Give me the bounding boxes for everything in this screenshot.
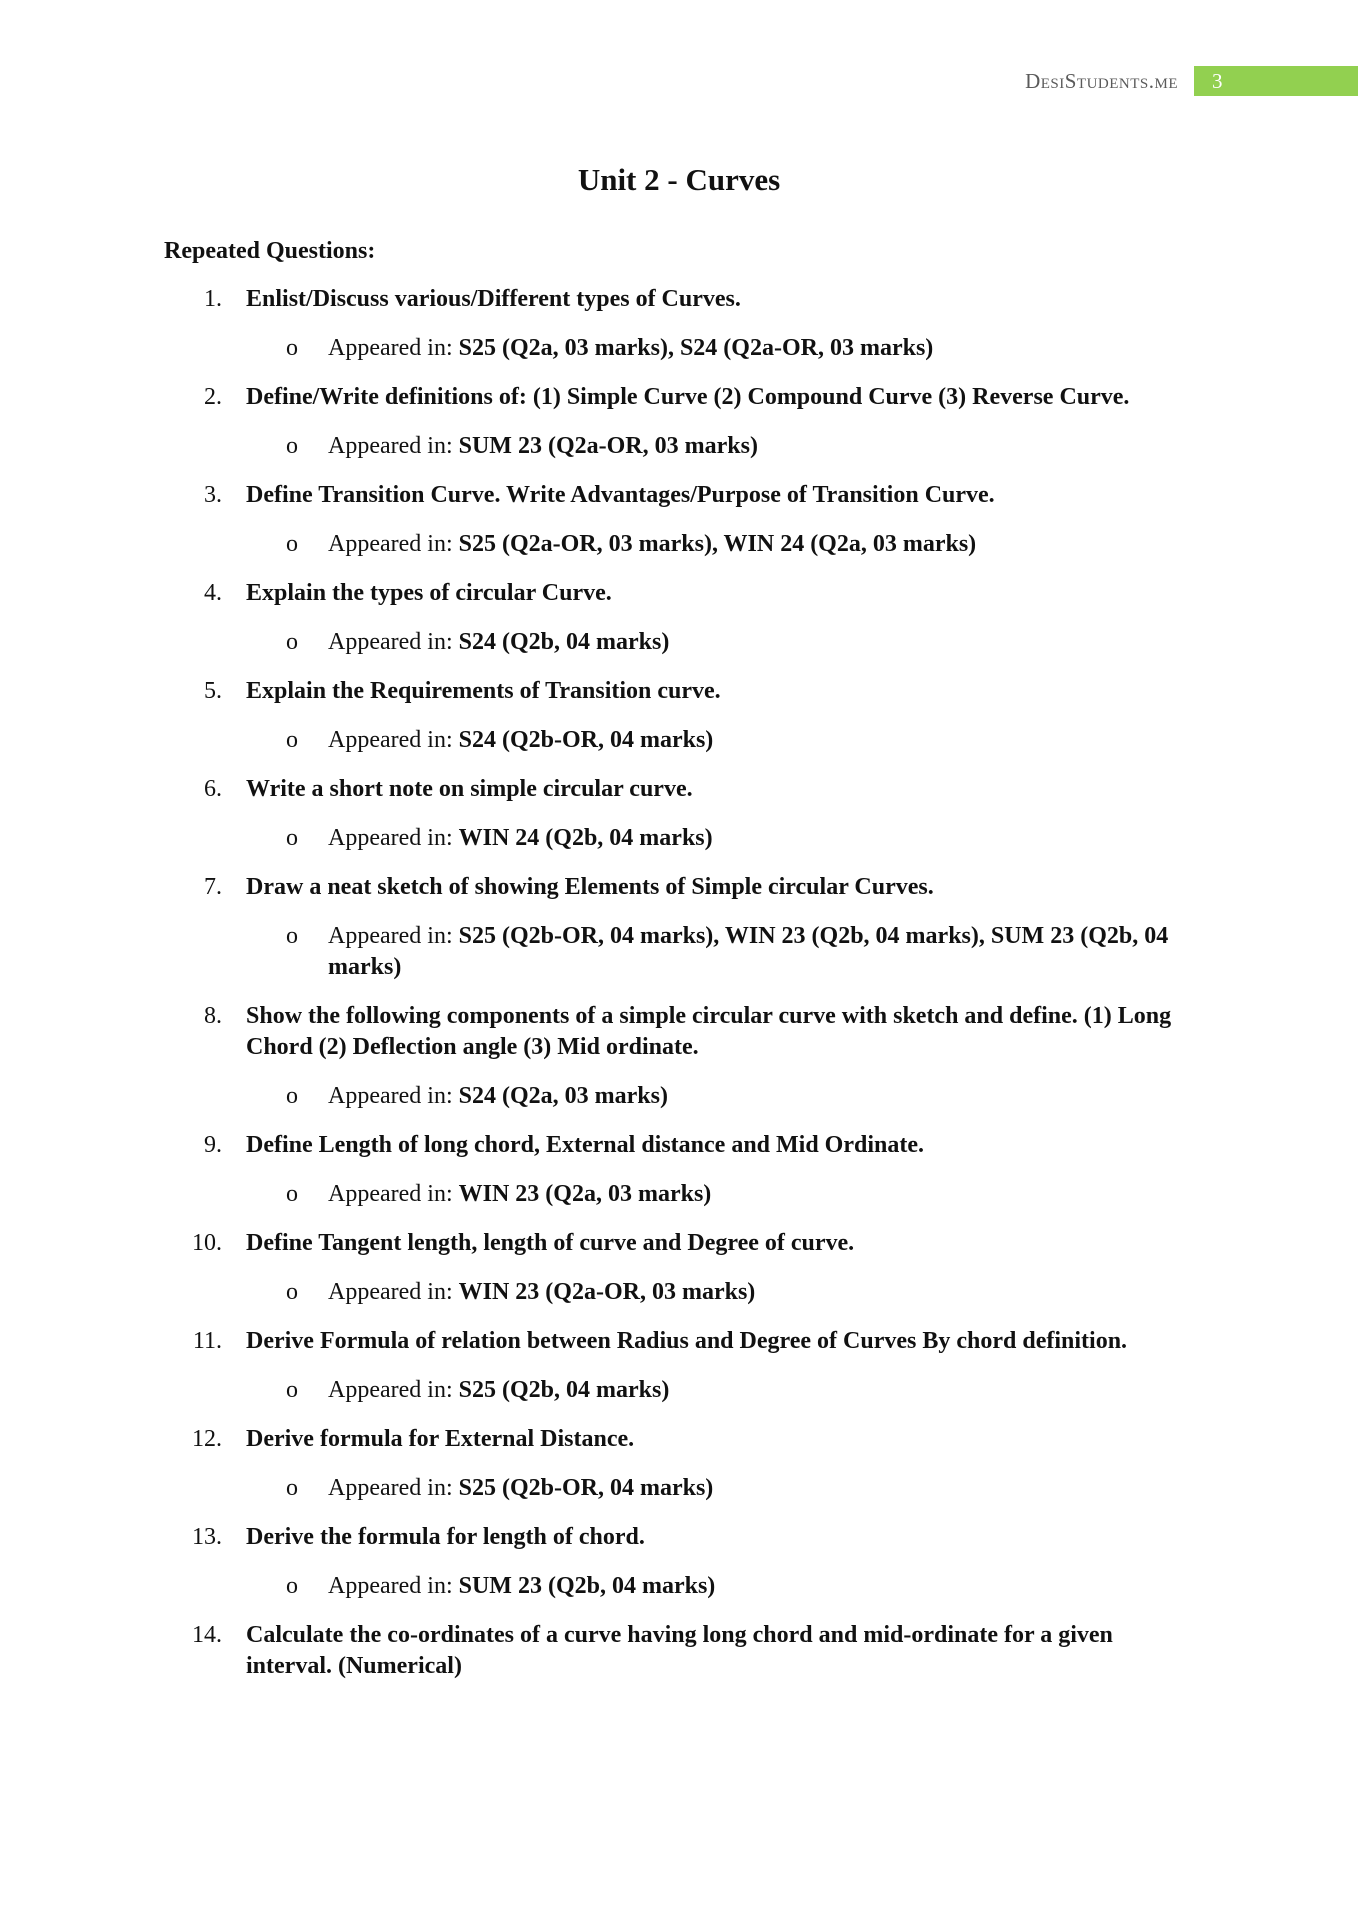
appeared-in-item (0, 1277, 1358, 1308)
bullet-icon: o (286, 531, 298, 557)
appeared-in-label: Appeared in: (328, 531, 453, 557)
bullet-icon: o (286, 433, 298, 459)
appeared-in-text (328, 1179, 1188, 1210)
exam-sources: S25 (Q2a-OR, 03 marks), WIN 24 (Q2a, 03 marks) (458, 531, 977, 557)
question-text: Write a short note on simple circular curve. (246, 776, 693, 802)
exam-sources: WIN 24 (Q2b, 04 marks) (458, 825, 713, 851)
appeared-in-text (328, 725, 1188, 756)
question-item (0, 1001, 1358, 1063)
exam-sources: SUM 23 (Q2a-OR, 03 marks) (458, 433, 758, 459)
exam-sources: S25 (Q2b-OR, 04 marks), WIN 23 (Q2b, 04 marks), SUM 23 (Q2b, 04 marks) (328, 923, 1169, 980)
appeared-in-text (328, 529, 1188, 560)
question-number: 1. (204, 286, 222, 312)
appeared-in-label: Appeared in: (328, 1377, 453, 1403)
bullet-icon: o (286, 335, 298, 361)
question-item (0, 774, 1358, 805)
site-name: DesiStudents.me (1025, 68, 1178, 93)
appeared-in-label: Appeared in: (328, 825, 453, 851)
question-text: Show the following components of a simple circular curve with sketch and define. (1) Long Chord (2) Deflection angle (3) Mid ordinate. (246, 1003, 1172, 1060)
question-text: Derive formula for External Distance. (246, 1426, 635, 1452)
appeared-in-item (0, 1473, 1358, 1504)
exam-sources: S25 (Q2b-OR, 04 marks) (458, 1475, 714, 1501)
section-heading: Repeated Questions: (164, 238, 376, 264)
question-item (0, 1228, 1358, 1259)
question-text: Calculate the co-ordinates of a curve having long chord and mid-ordinate for a given interval. (Numerical) (246, 1622, 1113, 1679)
question-number: 14. (192, 1622, 222, 1648)
question-number: 9. (204, 1132, 222, 1158)
exam-sources: S24 (Q2b, 04 marks) (458, 629, 670, 655)
appeared-in-text (328, 1375, 1188, 1406)
appeared-in-text (328, 823, 1188, 854)
appeared-in-label: Appeared in: (328, 1181, 453, 1207)
bullet-icon: o (286, 1279, 298, 1305)
question-item (0, 1620, 1358, 1682)
appeared-in-item (0, 1375, 1358, 1406)
bullet-icon: o (286, 1377, 298, 1403)
question-text: Derive Formula of relation between Radius and Degree of Curves By chord definition. (246, 1328, 1128, 1354)
bullet-icon: o (286, 923, 298, 949)
page-number: 3 (1194, 66, 1358, 96)
bullet-icon: o (286, 629, 298, 655)
appeared-in-label: Appeared in: (328, 1279, 453, 1305)
appeared-in-item (0, 627, 1358, 658)
page-title: Unit 2 - Curves (577, 162, 781, 197)
appeared-in-item (0, 1179, 1358, 1210)
question-text: Define/Write definitions of: (1) Simple Curve (2) Compound Curve (3) Reverse Curve. (246, 384, 1130, 410)
question-item (0, 578, 1358, 609)
appeared-in-item (0, 823, 1358, 854)
appeared-in-text (328, 627, 1188, 658)
bullet-icon: o (286, 1083, 298, 1109)
appeared-in-label: Appeared in: (328, 923, 453, 949)
appeared-in-item (0, 1081, 1358, 1112)
question-item (0, 872, 1358, 903)
question-number: 10. (192, 1230, 222, 1256)
question-text: Explain the types of circular Curve. (246, 580, 612, 606)
appeared-in-text (328, 1473, 1188, 1504)
question-item (0, 480, 1358, 511)
question-item (0, 676, 1358, 707)
exam-sources: SUM 23 (Q2b, 04 marks) (458, 1573, 716, 1599)
page-header (1025, 66, 1358, 96)
appeared-in-label: Appeared in: (328, 433, 453, 459)
appeared-in-text (328, 333, 1188, 364)
appeared-in-item (0, 431, 1358, 462)
appeared-in-text (328, 1277, 1188, 1308)
question-item (0, 1326, 1358, 1357)
appeared-in-text (328, 1081, 1188, 1112)
appeared-in-text (328, 431, 1188, 462)
exam-sources: S25 (Q2b, 04 marks) (458, 1377, 670, 1403)
question-list (0, 284, 1358, 1682)
appeared-in-label: Appeared in: (328, 727, 453, 753)
question-text: Explain the Requirements of Transition curve. (246, 678, 721, 704)
bullet-icon: o (286, 1181, 298, 1207)
question-number: 8. (204, 1003, 222, 1029)
bullet-icon: o (286, 1573, 298, 1599)
appeared-in-label: Appeared in: (328, 629, 453, 655)
appeared-in-item (0, 529, 1358, 560)
appeared-in-item (0, 333, 1358, 364)
exam-sources: WIN 23 (Q2a-OR, 03 marks) (458, 1279, 756, 1305)
question-number: 12. (192, 1426, 222, 1452)
question-number: 6. (204, 776, 222, 802)
bullet-icon: o (286, 1475, 298, 1501)
question-number: 11. (192, 1328, 222, 1354)
question-number: 2. (204, 384, 222, 410)
question-number: 3. (204, 482, 222, 508)
exam-sources: S25 (Q2a, 03 marks), S24 (Q2a-OR, 03 marks) (458, 335, 934, 361)
question-number: 13. (192, 1524, 222, 1550)
question-text: Define Length of long chord, External distance and Mid Ordinate. (246, 1132, 925, 1158)
question-text: Draw a neat sketch of showing Elements of Simple circular Curves. (246, 874, 934, 900)
bullet-icon: o (286, 727, 298, 753)
question-item (0, 1424, 1358, 1455)
question-number: 7. (204, 874, 222, 900)
appeared-in-text (328, 1571, 1188, 1602)
question-text: Define Tangent length, length of curve and Degree of curve. (246, 1230, 855, 1256)
appeared-in-item (0, 1571, 1358, 1602)
question-item (0, 284, 1358, 315)
question-text: Define Transition Curve. Write Advantages/Purpose of Transition Curve. (246, 482, 995, 508)
appeared-in-label: Appeared in: (328, 1475, 453, 1501)
bullet-icon: o (286, 825, 298, 851)
question-item (0, 1130, 1358, 1161)
question-item (0, 382, 1358, 413)
question-text: Enlist/Discuss various/Different types of Curves. (246, 286, 741, 312)
question-number: 4. (204, 580, 222, 606)
appeared-in-label: Appeared in: (328, 335, 453, 361)
exam-sources: S24 (Q2b-OR, 04 marks) (458, 727, 714, 753)
exam-sources: WIN 23 (Q2a, 03 marks) (458, 1181, 712, 1207)
appeared-in-item (0, 921, 1358, 983)
question-item (0, 1522, 1358, 1553)
appeared-in-text (328, 921, 1188, 983)
question-number: 5. (204, 678, 222, 704)
appeared-in-label: Appeared in: (328, 1573, 453, 1599)
exam-sources: S24 (Q2a, 03 marks) (458, 1083, 668, 1109)
appeared-in-item (0, 725, 1358, 756)
question-text: Derive the formula for length of chord. (246, 1524, 645, 1550)
appeared-in-label: Appeared in: (328, 1083, 453, 1109)
